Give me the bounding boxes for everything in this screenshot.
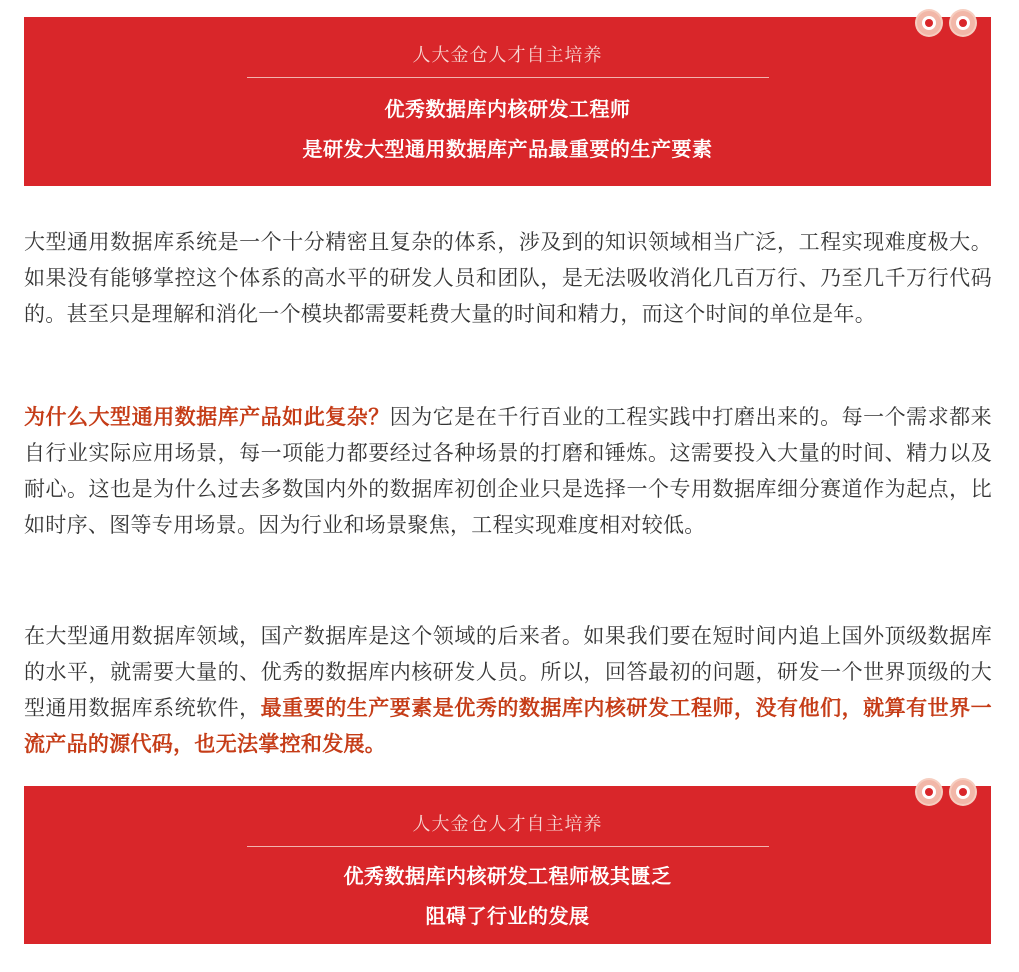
decorative-dots xyxy=(917,11,977,37)
body-paragraph-2 xyxy=(24,399,992,543)
banner-heading-line-2: 阻碍了行业的发展 xyxy=(425,904,590,928)
banner-divider xyxy=(247,846,769,847)
banner-divider xyxy=(247,77,769,78)
paragraph-text: 大型通用数据库系统是一个十分精密且复杂的体系，涉及到的知识领域相当广泛，工程实现难度极大。如果没有能够掌控这个体系的高水平的研发人员和团队，是无法吸收消化几百万行、乃至几千万行代码的。甚至只是理解和消化一个模块都需要耗费大量的时间和精力，而这个时间的单位是年。 xyxy=(24,230,992,326)
highlight-question: 为什么大型通用数据库产品如此复杂？ xyxy=(24,405,390,429)
banner-heading-line-1: 优秀数据库内核研发工程师极其匮乏 xyxy=(343,864,672,888)
paragraph-text: 在大型通用数据库领域，国产数据库是这个领域的后来者。如果我们要在短时间内追上国外顶级数据库的水平，就需要大量的、优秀的数据库内核研发人员。所以，回答最初的问题，研发一个世界顶级的大型通用数据库系统软件， xyxy=(24,624,992,720)
banner-heading-line-2: 是研发大型通用数据库产品最重要的生产要素 xyxy=(302,137,713,161)
decorative-dots xyxy=(917,780,977,806)
banner-subtitle: 人大金仓人才自主培养 xyxy=(412,814,603,835)
ring-dot-icon xyxy=(951,780,975,804)
section-banner-top xyxy=(24,17,991,186)
ring-dot-icon xyxy=(917,780,941,804)
paragraph-text: 因为它是在千行百业的工程实践中打磨出来的。每一个需求都来自行业实际应用场景，每一项能力都要经过各种场景的打磨和锤炼。这需要投入大量的时间、精力以及耐心。这也是为什么过去多数国内外的数据库初创企业只是选择一个专用数据库细分赛道作为起点，比如时序、图等专用场景。因为行业和场景聚焦，工程实现难度相对较低。 xyxy=(24,405,992,537)
highlight-conclusion: 最重要的生产要素是优秀的数据库内核研发工程师，没有他们，就算有世界一流产品的源代码，也无法掌控和发展。 xyxy=(24,696,992,756)
banner-heading-line-1: 优秀数据库内核研发工程师 xyxy=(384,97,631,121)
section-banner-bottom xyxy=(24,786,991,944)
banner-subtitle: 人大金仓人才自主培养 xyxy=(412,45,603,66)
body-paragraph-1 xyxy=(24,224,992,332)
ring-dot-icon xyxy=(951,11,975,35)
ring-dot-icon xyxy=(917,11,941,35)
body-paragraph-3 xyxy=(24,618,992,762)
